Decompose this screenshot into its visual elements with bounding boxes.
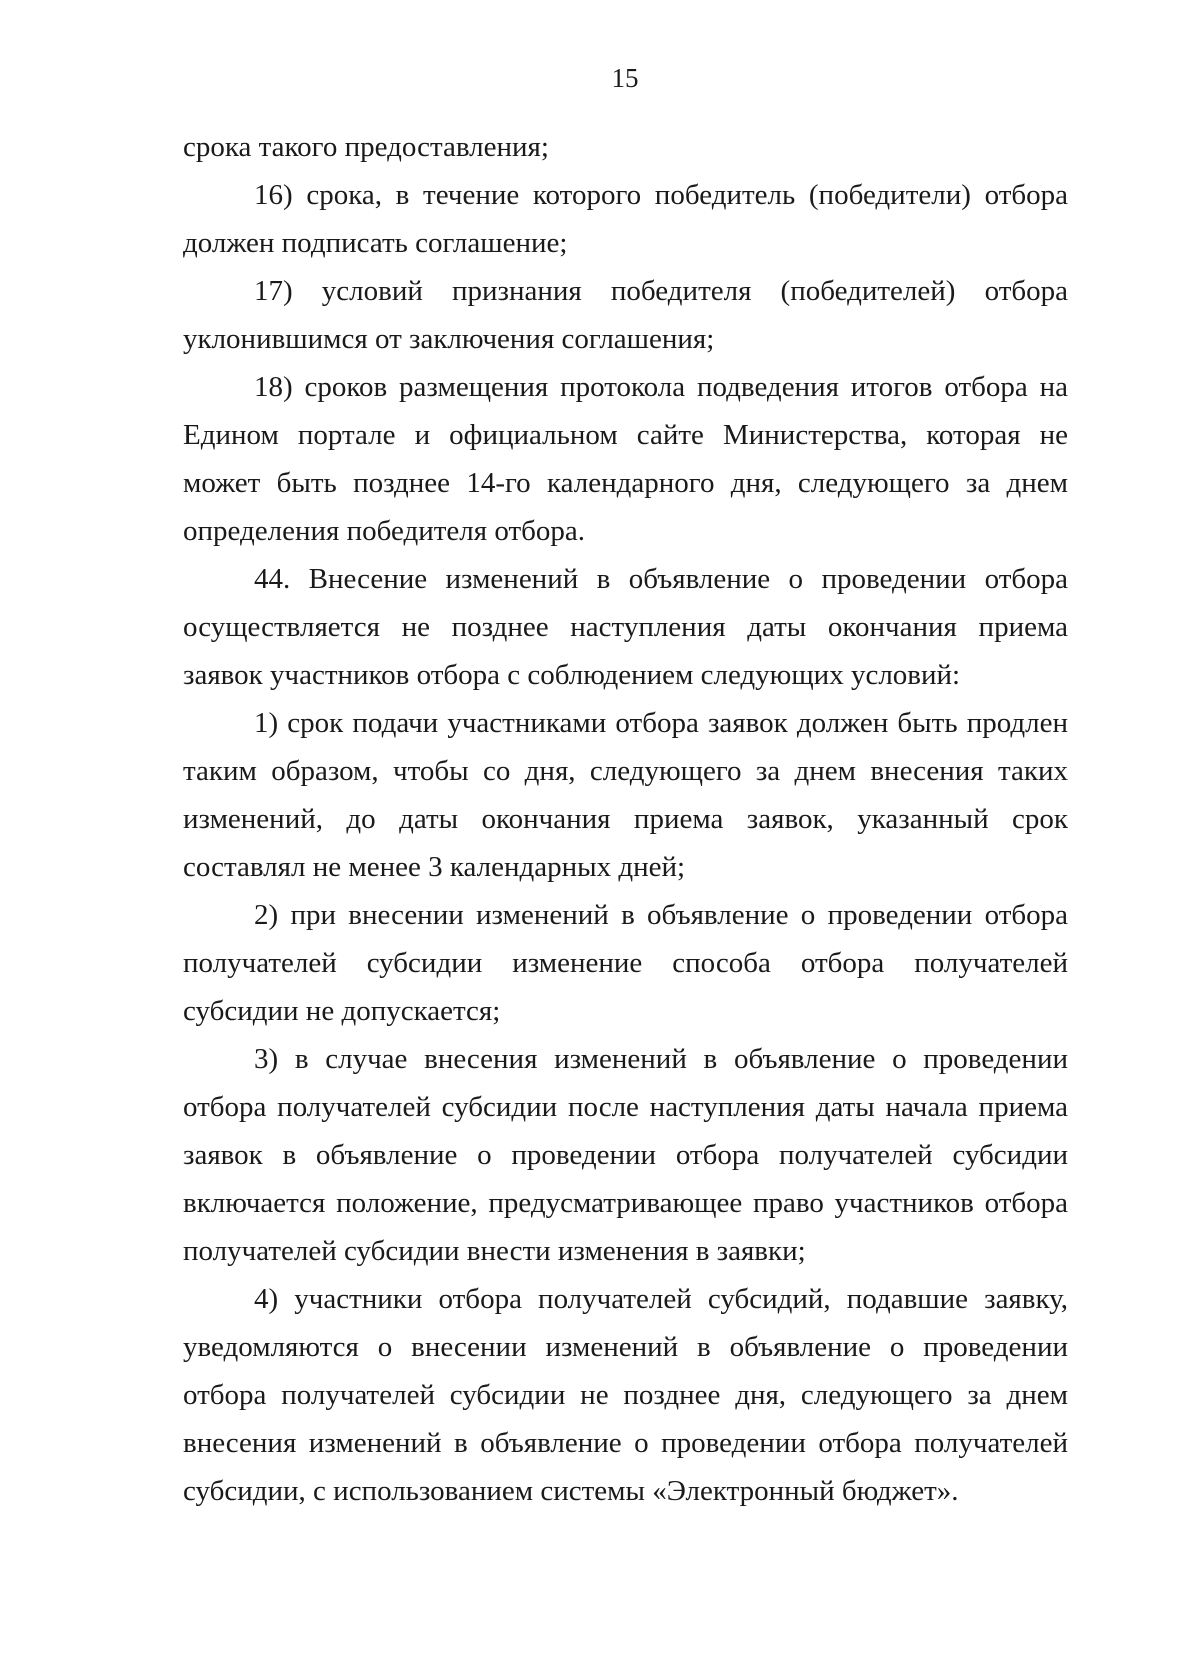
paragraph-item-16: 16) срока, в течение которого победитель (победители) отбора должен подписать соглашение; (183, 179, 1068, 259)
paragraph-condition-1: 1) срок подачи участниками отбора заявок должен быть продлен таким образом, чтобы со дня, следующего за днем внесения таких изменений, до даты окончания приема заявок, указанный срок составлял не менее 3 календарных дней; (183, 707, 1068, 883)
document-body (183, 123, 1068, 1515)
paragraph-condition-4: 4) участники отбора получателей субсидий, подавшие заявку, уведомляются о внесении изменений в объявление о проведении отбора получателей субсидии не позднее дня, следующего за днем внесения изменений в объявление о проведении отбора получателей субсидии, с использованием системы «Электронный бюджет». (183, 1283, 1068, 1507)
page-number: 15 (611, 63, 639, 93)
paragraph-clause-44: 44. Внесение изменений в объявление о проведении отбора осуществляется не позднее наступления даты окончания приема заявок участников отбора с соблюдением следующих условий: (183, 563, 1068, 691)
paragraph-item-18: 18) сроков размещения протокола подведения итогов отбора на Едином портале и официальном сайте Министерства, которая не может быть позднее 14-го календарного дня, следующего за днем определения победителя отбора. (183, 371, 1068, 547)
paragraph-condition-2: 2) при внесении изменений в объявление о проведении отбора получателей субсидии изменение способа отбора получателей субсидии не допускается; (183, 899, 1068, 1027)
paragraph-item-17: 17) условий признания победителя (победителей) отбора уклонившимся от заключения соглашения; (183, 275, 1068, 355)
paragraph-condition-3: 3) в случае внесения изменений в объявление о проведении отбора получателей субсидии после наступления даты начала приема заявок в объявление о проведении отбора получателей субсидии включается положение, предусматривающее право участников отбора получателей субсидии внести изменения в заявки; (183, 1043, 1068, 1267)
paragraph-continuation: срока такого предоставления; (183, 131, 549, 163)
